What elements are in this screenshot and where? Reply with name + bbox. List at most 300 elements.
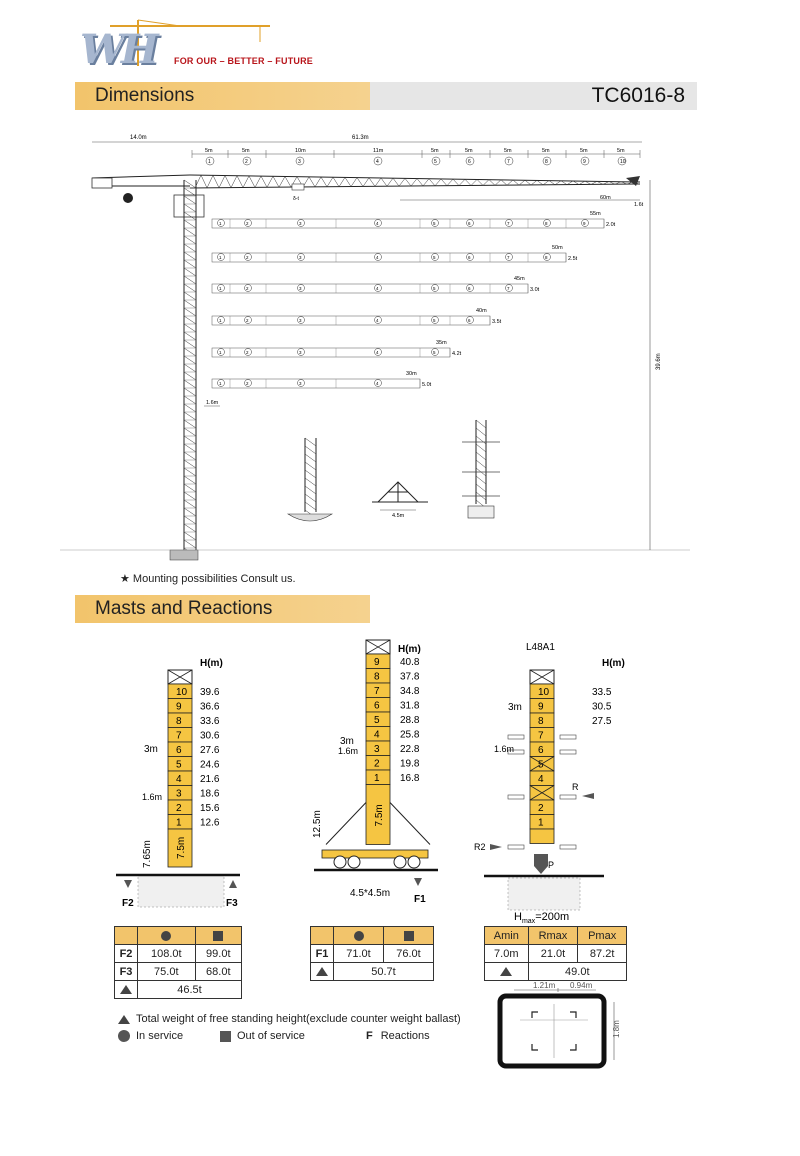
- jib-lacing: [315, 177, 321, 187]
- chassis-mast-lacing: [476, 444, 486, 452]
- jib-lacing: [447, 179, 453, 186]
- tie-stub: [508, 795, 524, 799]
- jib-lacing: [381, 178, 387, 186]
- height-value: 40.8: [400, 657, 420, 668]
- mast-lacing: [184, 300, 196, 308]
- jib-lacing: [417, 179, 423, 186]
- height-value: 31.8: [400, 700, 420, 712]
- foundation: [508, 878, 580, 910]
- reaction-label: R: [572, 782, 579, 792]
- height-value: 27.5: [592, 716, 612, 727]
- jib-lacing: [507, 180, 513, 185]
- mast-lacing: [184, 396, 196, 404]
- segment-length: 5m: [431, 148, 439, 154]
- jib-lacing: [423, 179, 429, 186]
- jib-lacing: [435, 179, 441, 186]
- jib-length: 35m: [436, 340, 447, 346]
- chassis-base: [468, 506, 494, 518]
- legend-total-weight: Total weight of free standing height(exclude counter weight ballast): [118, 1013, 461, 1025]
- base-section-label: 7.5m: [374, 804, 385, 827]
- mast-section-number: 4: [176, 774, 182, 785]
- table-row: F3 75.0t 68.0t: [115, 963, 242, 981]
- segment-length: 5m: [504, 148, 512, 154]
- segment-length: 10m: [295, 148, 306, 154]
- segment-id: 7: [507, 159, 510, 165]
- chassis-mast-lacing: [476, 420, 486, 428]
- mast-section-number: 2: [538, 803, 544, 814]
- jib-lacing: [375, 178, 381, 186]
- segment-id: 6: [468, 255, 471, 260]
- segment-id: 1: [219, 350, 222, 355]
- mast-section-number: 9: [538, 701, 544, 713]
- hmax-label: $H_{max}=200m$: [514, 911, 570, 925]
- mast-detail-lacing: [305, 462, 316, 470]
- base-dimension: 4.5*4.5m: [350, 888, 391, 899]
- jib-load: 2.0t: [606, 222, 616, 228]
- mast-lacing: [184, 420, 196, 428]
- plan-height: 1.8m: [612, 1020, 621, 1038]
- total-weight-icon: [115, 981, 138, 999]
- mast-section-number: 6: [538, 745, 544, 756]
- mast-lacing: [184, 340, 196, 348]
- mast-section-number: 1: [374, 773, 380, 784]
- segment-id: 4: [376, 255, 379, 260]
- jib-load: 3.0t: [530, 287, 540, 293]
- mast-section: [530, 829, 554, 844]
- h-label: H(m): [602, 658, 625, 669]
- trolley: [292, 184, 304, 190]
- ballast-wheel: [334, 856, 346, 868]
- jib-lacing: [405, 178, 411, 186]
- plan-width-1: 1.21m: [533, 981, 556, 990]
- segment-id: 3: [299, 350, 302, 355]
- jib-lacing: [249, 176, 255, 188]
- legend-reactions: F Reactions: [366, 1030, 430, 1042]
- mast-section-number: 5: [374, 715, 380, 726]
- mast-lacing: [184, 452, 196, 460]
- mast-lacing: [184, 468, 196, 476]
- base-block: [534, 854, 548, 866]
- jib-lacing: [231, 176, 237, 188]
- jib-lacing: [519, 180, 525, 185]
- jib-lacing: [357, 178, 363, 187]
- legend-out-service: Out of service: [220, 1030, 305, 1042]
- reactions-table-c: Amin Rmax Pmax 7.0m 21.0t 87.2t 49.0t: [484, 926, 627, 981]
- jib-lacing: [243, 176, 249, 188]
- tip-load: 1.6t: [634, 202, 644, 208]
- segment-id: 9: [583, 159, 586, 165]
- mast-section-number: 1: [538, 817, 544, 829]
- jib-lacing: [333, 177, 339, 186]
- mast-width: 1.6m: [206, 400, 219, 406]
- mast-lacing: [184, 236, 196, 244]
- slewing-unit: [174, 195, 204, 217]
- mast-lacing: [184, 508, 196, 516]
- mast-section-number: 4: [374, 729, 380, 741]
- segment-id: 4: [376, 381, 379, 386]
- jib-config: [212, 284, 528, 293]
- out-service-col: [384, 927, 434, 945]
- mast-lacing: [184, 284, 196, 292]
- tie-stub: [560, 845, 576, 849]
- tie-stub: [560, 750, 576, 754]
- jib-lacing: [531, 180, 537, 185]
- jib-lacing: [207, 175, 213, 187]
- mast-detail-lacing: [305, 486, 316, 494]
- in-service-icon: [118, 1030, 130, 1042]
- base-width: 4.5m: [392, 513, 405, 519]
- jib-lacing: [429, 179, 435, 186]
- force-label: F2: [122, 898, 134, 909]
- counter-jib: [92, 175, 190, 178]
- segment-id: 5: [433, 350, 436, 355]
- jib-lacing: [273, 176, 279, 187]
- segment-id: 1: [219, 286, 222, 291]
- segment-id: 6: [468, 318, 471, 323]
- jib-load: 3.5t: [492, 319, 502, 325]
- segment-length: 5m: [205, 148, 213, 154]
- segment-id: 1: [219, 381, 222, 386]
- segment-length: 5m: [465, 148, 473, 154]
- out-service-col: [195, 927, 241, 945]
- segment-id: 4: [376, 159, 379, 165]
- jib-lacing: [567, 181, 573, 185]
- mast-section-number: 5: [176, 759, 182, 771]
- mast-section-number: 1: [176, 817, 182, 829]
- chassis-mast-lacing: [476, 484, 486, 492]
- mast-detail-lacing: [305, 454, 316, 462]
- crane-dimensions-drawing: [0, 120, 800, 580]
- mast-lacing: [184, 428, 196, 436]
- segment-id: 6: [468, 159, 471, 165]
- chassis-mast-lacing: [476, 460, 486, 468]
- section-height: 3m: [340, 736, 354, 747]
- mast-lacing: [184, 220, 196, 228]
- chassis-mast-lacing: [476, 476, 486, 484]
- mast-detail-lacing: [305, 494, 316, 502]
- segment-id: 5: [433, 255, 436, 260]
- trolley-hook: δ-t: [293, 196, 299, 202]
- table-row: F1 71.0t 76.0t: [311, 945, 434, 963]
- foundation-detail: [288, 514, 332, 521]
- base-height: 12.5m: [312, 810, 323, 838]
- in-service-col: [138, 927, 196, 945]
- mast-lacing: [184, 252, 196, 260]
- jib-lacing: [399, 178, 405, 186]
- jib-lacing: [561, 181, 567, 185]
- jib-lacing: [471, 179, 477, 185]
- jib-length: 55m: [590, 211, 601, 217]
- segment-id: 6: [468, 286, 471, 291]
- jib-load: 5.0t: [422, 382, 432, 388]
- height-value: 33.5: [592, 687, 612, 698]
- mast-lacing: [184, 308, 196, 316]
- segment-id: 5: [433, 318, 436, 323]
- base-frame-detail: [378, 482, 418, 502]
- segment-id: 5: [434, 159, 437, 165]
- section-header-masts: [75, 595, 370, 623]
- table-row: 50.7t: [311, 963, 434, 981]
- jib-load: 2.5t: [568, 256, 578, 262]
- section-title: Masts and Reactions: [95, 598, 273, 619]
- segment-id: 2: [246, 286, 249, 291]
- reactions-table-b: [310, 926, 434, 981]
- height-value: 16.8: [400, 773, 420, 784]
- segment-id: 7: [507, 255, 510, 260]
- segment-id: 1: [208, 159, 211, 165]
- segment-id: 3: [298, 159, 301, 165]
- mast-lacing: [184, 524, 196, 532]
- jib-lacing: [201, 175, 207, 188]
- total-weight-icon: [118, 1015, 130, 1024]
- segment-id: 5: [433, 221, 436, 226]
- reaction-arrow: [490, 844, 502, 850]
- jib-lacing: [525, 180, 531, 185]
- height-value: 15.6: [200, 803, 220, 814]
- height-value: 25.8: [400, 729, 420, 741]
- jib-lacing: [225, 176, 231, 188]
- segment-id: 3: [299, 255, 302, 260]
- jib-lacing: [267, 176, 273, 187]
- company-logo: [80, 18, 314, 76]
- jib-length: 30m: [406, 371, 417, 377]
- segment-id: 8: [545, 255, 548, 260]
- ballast-wheel: [348, 856, 360, 868]
- tie-stub: [560, 795, 576, 799]
- force-arrow: [124, 880, 132, 888]
- mast-lacing: [184, 516, 196, 524]
- mast-lacing: [184, 228, 196, 236]
- force-label: F3: [226, 898, 238, 909]
- height-value: 21.6: [200, 774, 220, 785]
- jib-lacing: [513, 180, 519, 185]
- mast-section-number: 10: [538, 687, 550, 698]
- jib-lacing: [237, 176, 243, 188]
- segment-length: 5m: [617, 148, 625, 154]
- mast-lacing: [184, 292, 196, 300]
- height-value: 19.8: [400, 758, 420, 770]
- section-height: 3m: [144, 744, 158, 755]
- mast-section-number: 8: [374, 671, 380, 683]
- reaction-arrow: [582, 793, 594, 799]
- jib-lacing: [327, 177, 333, 187]
- segment-id: 5: [433, 286, 436, 291]
- load-arrow: [534, 866, 548, 874]
- mast-lacing: [184, 212, 196, 220]
- height-value: 39.6: [200, 687, 220, 698]
- mounting-note: ★ Mounting possibilities Consult us.: [120, 573, 296, 585]
- mast-detail-lacing: [305, 478, 316, 486]
- crane-height: 39.6m: [656, 353, 662, 370]
- model-name: TC6016-8: [591, 84, 685, 107]
- segment-id: 3: [299, 318, 302, 323]
- mast-lacing: [184, 412, 196, 420]
- dim-counter-jib: 14.0m: [130, 135, 147, 141]
- mast-lacing: [184, 388, 196, 396]
- mast-lacing: [184, 484, 196, 492]
- mast-section-number: 7: [374, 686, 380, 697]
- jib-length: 50m: [552, 245, 563, 251]
- load-label: P: [548, 860, 555, 870]
- legend-in-service: In service: [118, 1030, 183, 1042]
- mast-section-number: 9: [176, 701, 182, 713]
- mast-lacing: [184, 324, 196, 332]
- height-value: 30.5: [592, 701, 612, 713]
- mast-detail-lacing: [305, 438, 316, 446]
- jib-lacing: [279, 176, 285, 187]
- segment-id: 1: [219, 318, 222, 323]
- height-value: 30.6: [200, 730, 220, 742]
- jib-lacing: [483, 180, 489, 186]
- base-height: 7.65m: [142, 840, 153, 868]
- mast-width-label: 1.6m: [338, 746, 359, 756]
- height-value: 18.6: [200, 788, 220, 800]
- jib-lacing: [495, 180, 501, 185]
- segment-id: 7: [507, 286, 510, 291]
- mast-section-number: 3: [176, 788, 182, 800]
- mast-lacing: [184, 316, 196, 324]
- segment-id: 4: [376, 286, 379, 291]
- h-label: H(m): [200, 658, 223, 669]
- segment-id: 6: [468, 221, 471, 226]
- jib-lacing: [489, 180, 495, 186]
- h-label: H(m): [398, 644, 421, 655]
- tip-length: 60m: [600, 195, 611, 201]
- chassis-mast-lacing: [476, 428, 486, 436]
- mast-lacing: [184, 444, 196, 452]
- mast-section-number: 9: [374, 657, 380, 668]
- segment-length: 11m: [373, 148, 384, 154]
- jib-config: [212, 316, 490, 325]
- mast-section-number: 3: [374, 744, 380, 755]
- segment-id: 4: [376, 221, 379, 226]
- mast-lacing: [184, 364, 196, 372]
- force-arrow: [414, 878, 422, 886]
- reactions-table-a: [114, 926, 242, 999]
- mast-base: [170, 550, 198, 560]
- segment-id: 2: [246, 381, 249, 386]
- segment-id: 3: [299, 221, 302, 226]
- segment-id: 1: [219, 221, 222, 226]
- jib-lacing: [309, 177, 315, 187]
- mast-lacing: [184, 540, 196, 548]
- jib-lacing: [501, 180, 507, 185]
- jib-lacing: [285, 176, 291, 187]
- mast-lacing: [184, 460, 196, 468]
- mast-width-label: 1.6m: [494, 744, 515, 754]
- mast-lacing: [184, 380, 196, 388]
- mast-lacing: [184, 332, 196, 340]
- diagram-title: L48A1: [526, 642, 555, 653]
- mast-lacing: [184, 436, 196, 444]
- jib-lacing: [219, 176, 225, 188]
- segment-id: 4: [376, 350, 379, 355]
- jib-lacing: [363, 178, 369, 187]
- segment-id: 2: [246, 221, 249, 226]
- section-title: Dimensions: [95, 85, 195, 106]
- ballast-wheel: [408, 856, 420, 868]
- logo-wordmark: WH: [80, 26, 155, 73]
- jib-lacing: [393, 178, 399, 186]
- segment-id: 7: [507, 221, 510, 226]
- table-row: 46.5t: [115, 981, 242, 999]
- jib-lacing: [387, 178, 393, 186]
- mast-section-number: 8: [176, 716, 182, 727]
- segment-id: 8: [545, 159, 548, 165]
- dim-jib-total: 61.3m: [352, 135, 369, 141]
- mast-lacing: [184, 276, 196, 284]
- mast-section-number: 6: [374, 700, 380, 712]
- mast-section-number: 2: [374, 758, 380, 770]
- mast-detail-lacing: [305, 446, 316, 454]
- mast-detail-lacing: [305, 470, 316, 478]
- jib-load: 4.2t: [452, 351, 462, 357]
- segment-length: 5m: [242, 148, 250, 154]
- jib-lacing: [345, 177, 351, 186]
- jib-lacing: [555, 181, 561, 185]
- jib-lacing: [459, 179, 465, 185]
- tie-stub: [508, 735, 524, 739]
- jib-lacing: [477, 179, 483, 185]
- mast-lacing: [184, 348, 196, 356]
- mast-section-number: 7: [538, 730, 544, 742]
- height-value: 37.8: [400, 671, 420, 683]
- plan-width-2: 0.94m: [570, 981, 593, 990]
- jib-config: [212, 379, 420, 388]
- total-weight-icon: [311, 963, 334, 981]
- mast-lacing: [184, 244, 196, 252]
- force-label: F1: [414, 894, 426, 905]
- mast-lacing: [184, 204, 196, 212]
- mast-section-number: 10: [176, 687, 188, 698]
- mast-lacing: [184, 476, 196, 484]
- jib-lacing: [411, 179, 417, 187]
- force-arrow: [229, 880, 237, 888]
- jib-lacing: [549, 181, 555, 185]
- height-value: 28.8: [400, 715, 420, 726]
- logo-tagline: FOR OUR – BETTER – FUTURE: [174, 56, 314, 66]
- mast-section-number: 8: [538, 716, 544, 727]
- table-row: 49.0t: [485, 963, 627, 981]
- mast-lacing: [184, 260, 196, 268]
- winch-drum: [123, 193, 133, 203]
- table-row: F2 108.0t 99.0t: [115, 945, 242, 963]
- mast-section-number: 5: [538, 759, 544, 771]
- jib-lacing: [465, 179, 471, 185]
- jib-lacing: [255, 176, 261, 187]
- mast-detail-lacing: [305, 502, 316, 510]
- height-value: 36.6: [200, 701, 220, 713]
- total-weight-icon: [485, 963, 529, 981]
- segment-id: 4: [376, 318, 379, 323]
- foundation: [138, 875, 224, 907]
- chassis-mast-lacing: [476, 436, 486, 444]
- height-value: 12.6: [200, 817, 220, 829]
- mast-section-number: 6: [176, 745, 182, 756]
- segment-id: 1: [219, 255, 222, 260]
- segment-length: 5m: [580, 148, 588, 154]
- jib-length: 40m: [476, 308, 487, 314]
- jib-lacing: [441, 179, 447, 186]
- jib-lacing: [543, 181, 549, 185]
- mast-lacing: [184, 492, 196, 500]
- model-header: [370, 82, 697, 110]
- mast-lacing: [184, 356, 196, 364]
- segment-id: 3: [299, 286, 302, 291]
- jib-lacing: [453, 179, 459, 186]
- mast-lacing: [184, 268, 196, 276]
- segment-id: 3: [299, 381, 302, 386]
